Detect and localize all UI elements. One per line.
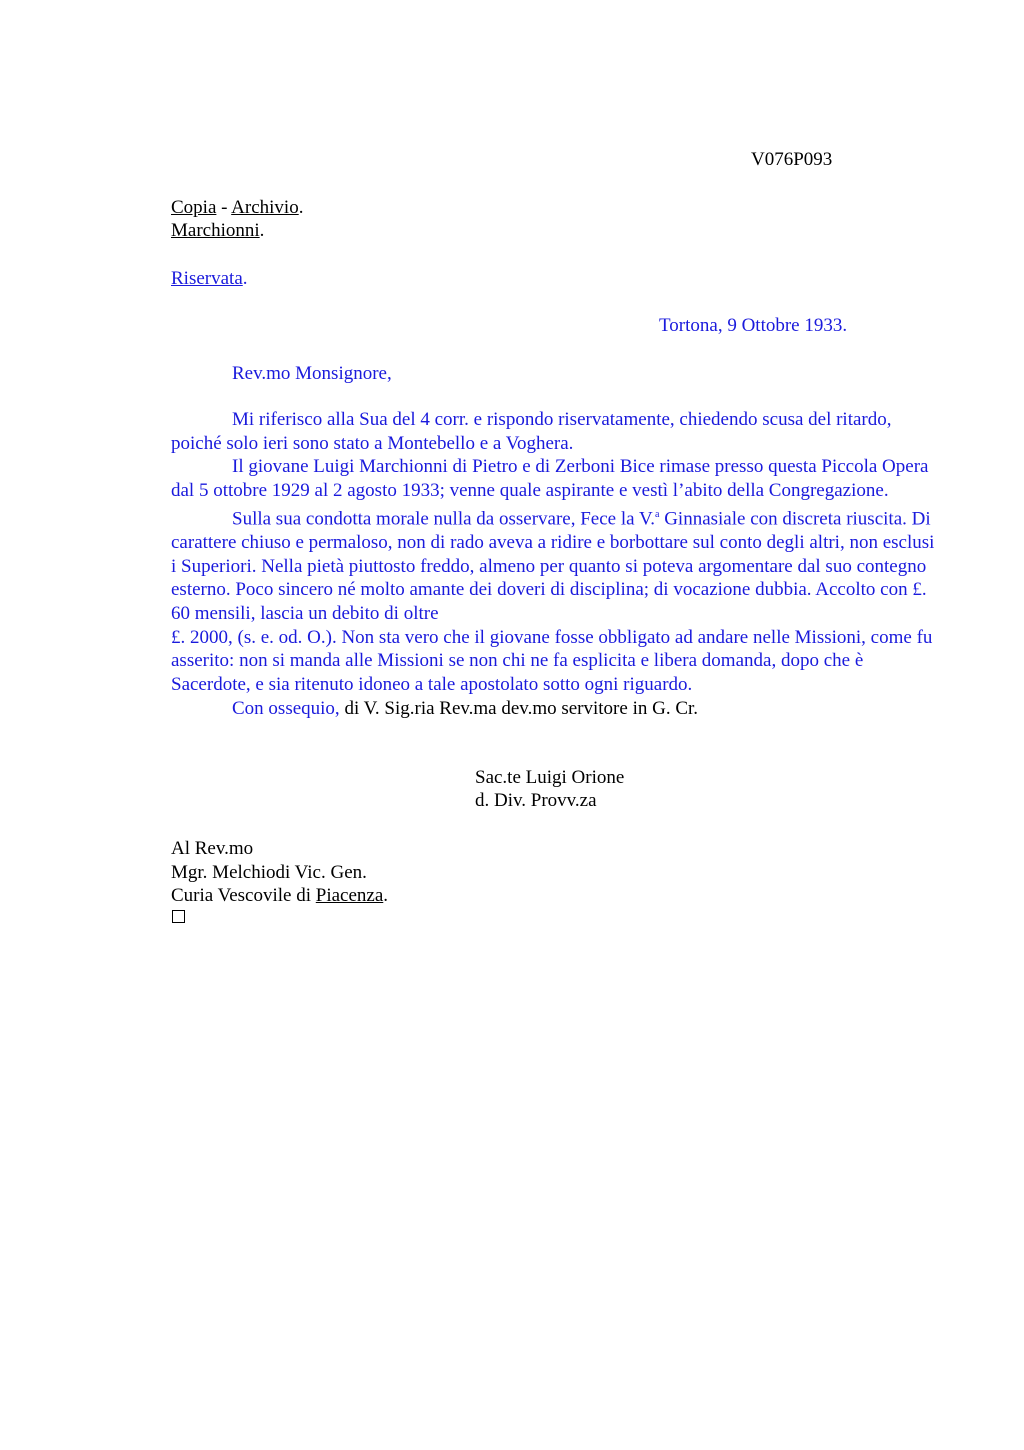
closing-line [171,697,936,721]
body-paragraph-3 [171,503,936,626]
p3-superscript: a [654,508,660,520]
letter-body [171,408,936,720]
reserved-line [171,267,248,290]
signature-line-2: d. Div. Provv.za [475,790,597,811]
place-date: Tortona, 9 Ottobre 1933. [659,315,848,336]
p3-part-b: Ginnasiale con discreta riuscita. Di carattere chiuso e permaloso, non di rado aveva a ridire e borbottare sul conto degli altri, non esclusi i Superiori. Nella pietà piuttosto freddo, almeno per quanto si poteva argomentare dal suo contegno esterno. Poco sincero né molto amante dei doveri di disciplina; di vocazione dubbia. Accolto con £. 60 mensili, lascia un debito di oltre [171,508,935,624]
body-paragraph-2: Il giovane Luigi Marchionni di Pietro e di Zerboni Bice rimase presso questa Piccola Opera dal 5 ottobre 1929 al 2 agosto 1933; venne quale aspirante e vestì l’abito della Congregazione. [171,456,929,502]
separator: - [216,197,232,218]
reserved-label: Riservata [171,268,243,289]
recipient-line-2: Mgr. Melchiodi Vic. Gen. [171,862,367,883]
body-paragraph-1: Mi riferisco alla Sua del 4 corr. e rispondo riservatamente, chiedendo scusa del ritardo, poiché solo ieri sono stato a Montebello e a Voghera. [171,409,892,454]
empty-box-glyph [172,910,185,923]
body-paragraph-3-cont: £. 2000, (s. e. od. O.). Non sta vero che il giovane fosse obbligato ad andare nelle Missioni, come fu asserito: non si manda alle Missioni se non chi ne fa esplicita e libera domanda, dopo che è Sacerdote, e sia ritenuto idoneo a tale apostolato sotto ogni riguardo. [171,626,933,696]
doc-code: V076P093 [751,149,833,170]
p3-part-a: Sulla sua condotta morale nulla da osservare, Fece la V. [232,508,655,530]
salutation: Rev.mo Monsignore, [232,363,392,384]
recipient-prefix: Curia Vescovile di [171,885,316,906]
recipient-city: Piacenza [315,885,384,906]
reserved-punct: . [242,268,248,289]
subject-name-punct: . [259,220,265,241]
recipient-line-1: Al Rev.mo [171,838,254,859]
subject-name-line [171,219,264,242]
copy-archive-line [171,196,303,219]
closing-black: di V. Sig.ria Rev.ma dev.mo servitore in G. Cr. [339,697,699,719]
subject-name: Marchionni [171,220,260,241]
closing-blue: Con ossequio, [232,697,340,719]
recipient-punct: . [383,885,389,906]
copy-label: Copia [171,197,217,218]
archive-label: Archivio [231,197,299,218]
archive-punct: . [298,197,304,218]
recipient-line-3 [171,884,388,907]
signature-line-1: Sac.te Luigi Orione [475,767,625,788]
